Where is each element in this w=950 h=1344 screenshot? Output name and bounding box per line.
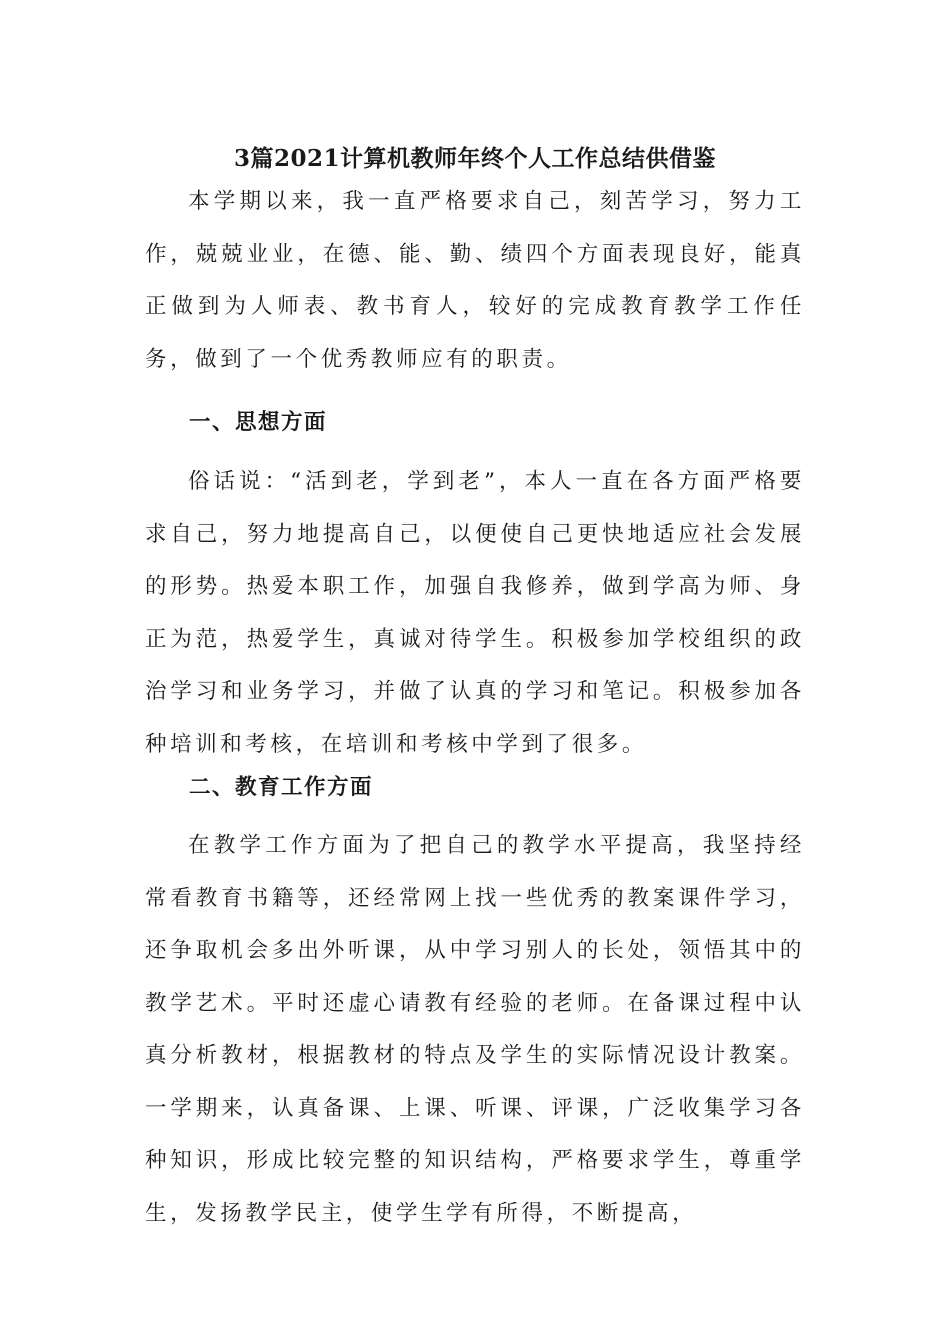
paragraph-thought: 俗话说：“活到老，学到老”，本人一直在各方面严格要求自己，努力地提高自己，以便使自己更快地适应社会发展的形势。热爱本职工作，加强自我修养，做到学高为师、身正为范，热爱学生，真诚对待学生。积极参加学校组织的政治学习和业务学习，并做了认真的学习和笔记。积极参加各种培训和考核，在培训和考核中学到了很多。 bbox=[145, 469, 805, 757]
paragraph-education: 在教学工作方面为了把自己的教学水平提高，我坚持经常看教育书籍等，还经常网上找一些优秀的教案课件学习，还争取机会多出外听课，从中学习别人的长处，领悟其中的教学艺术。平时还虚心请教有经验的老师。在备课过程中认真分析教材，根据教材的特点及学生的实际情况设计教案。一学期来，认真备课、上课、听课、评课，广泛收集学习各种知识，形成比较完整的知识结构，严格要求学生，尊重学生，发扬教学民主，使学生学有所得，不断提高， bbox=[145, 833, 805, 1226]
section-heading-thought: 一、思想方面 bbox=[189, 410, 328, 435]
paragraph-intro: 本学期以来，我一直严格要求自己，刻苦学习，努力工作，兢兢业业，在德、能、勤、绩四个方面表现良好，能真正做到为人师表、教书育人，较好的完成教育教学工作任务，做到了一个优秀教师应有的职责。 bbox=[145, 189, 805, 372]
section-heading-education: 二、教育工作方面 bbox=[189, 775, 374, 800]
document-title: 3篇2021计算机教师年终个人工作总结供借鉴 bbox=[233, 145, 717, 172]
